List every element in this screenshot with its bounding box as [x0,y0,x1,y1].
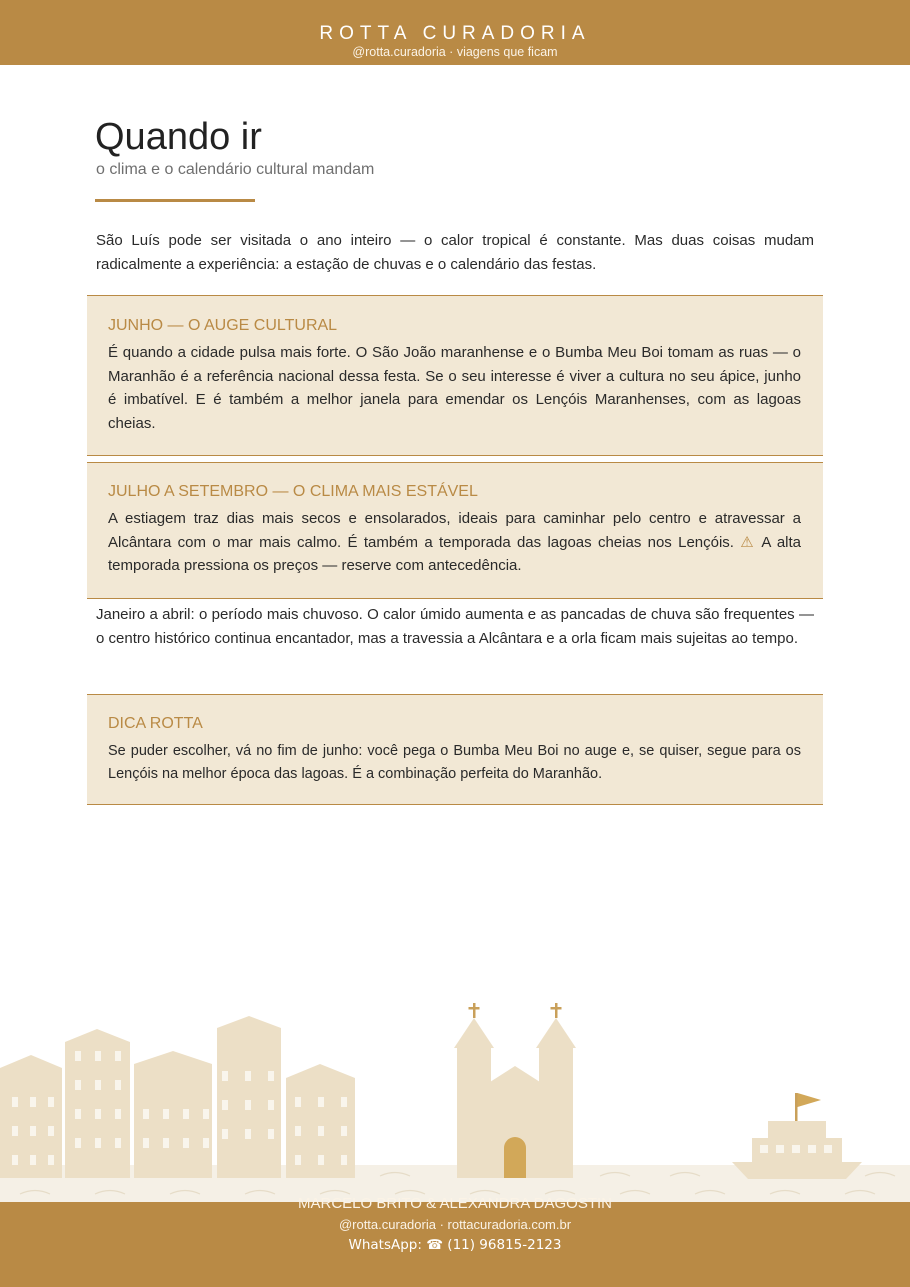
section-july-september [87,462,823,599]
page-title: Quando ir [95,116,262,158]
section-july-september-title: JULHO A SETEMBRO — O CLIMA MAIS ESTÁVEL [108,483,478,500]
cross-icon [469,1003,562,1018]
brand-tagline: @rotta.curadoria · viagens que ficam [352,45,558,59]
brand-name: ROTTA CURADORIA [319,23,591,44]
warning-icon: ⚠ [740,533,756,551]
rainy-season-paragraph: Janeiro a abril: o período mais chuvoso. O calor úmido aumenta e as pancadas de chuva são frequentes — o centro histórico continua encantador, mas a travessia a Alcântara e a orla ficam mais sujeitas ao tempo. [96,606,814,647]
section-july-september-text [108,507,801,578]
section-july-september-text-start: A estiagem traz dias mais secos e ensolarados, ideais para caminhar pelo centro e atravessar a Alcântara com o mar mais calmo. É também a temporada das lagoas cheias nos Lençóis. [108,510,801,551]
flag-icon [798,1093,822,1107]
skyline-illustration [0,990,910,1205]
section-june-title: JUNHO — O AUGE CULTURAL [108,317,338,334]
section-june [87,295,823,456]
section-june-text: É quando a cidade pulsa mais forte. O São João maranhense e o Bumba Meu Boi tomam as ruas — o Maranhão é a referência nacional dessa festa. Se o seu interesse é viver a cultura no seu ápice, junho é imbatível. E é também a melhor janela para emendar os Lençóis Maranhenses, com as lagoas cheias. [108,344,801,432]
boat-icon [732,1093,862,1179]
intro-paragraph: São Luís pode ser visitada o ano inteiro — o calor tropical é constante. Mas duas coisas mudam radicalmente a experiência: a estação de chuvas e o calendário das festas. [96,232,814,273]
footer-whatsapp: WhatsApp: ☎ (11) 96815-2123 [348,1237,562,1253]
tip-title: DICA ROTTA [108,715,203,732]
tip-text: Se puder escolher, vá no fim de junho: você pega o Bumba Meu Boi no auge e, se quiser, segue para os Lençóis na melhor época das lagoas. É a combinação perfeita do Maranhão. [108,743,801,782]
footer-handle: @rotta.curadoria · rottacuradoria.com.br [338,1217,572,1232]
page-header [0,0,910,65]
church-icon [454,1003,576,1178]
section-july-september-text-end: A alta temporada pressiona os preços — reserve com antecedência. [108,533,802,574]
footer-authors: MARCELO BRITO & ALEXANDRA DAGOSTIN [298,1195,612,1212]
page-footer [0,1195,910,1287]
title-divider [95,199,255,202]
church-door [504,1137,526,1178]
page-subtitle: o clima e o calendário cultural mandam [96,161,375,178]
tip-box [87,694,823,805]
